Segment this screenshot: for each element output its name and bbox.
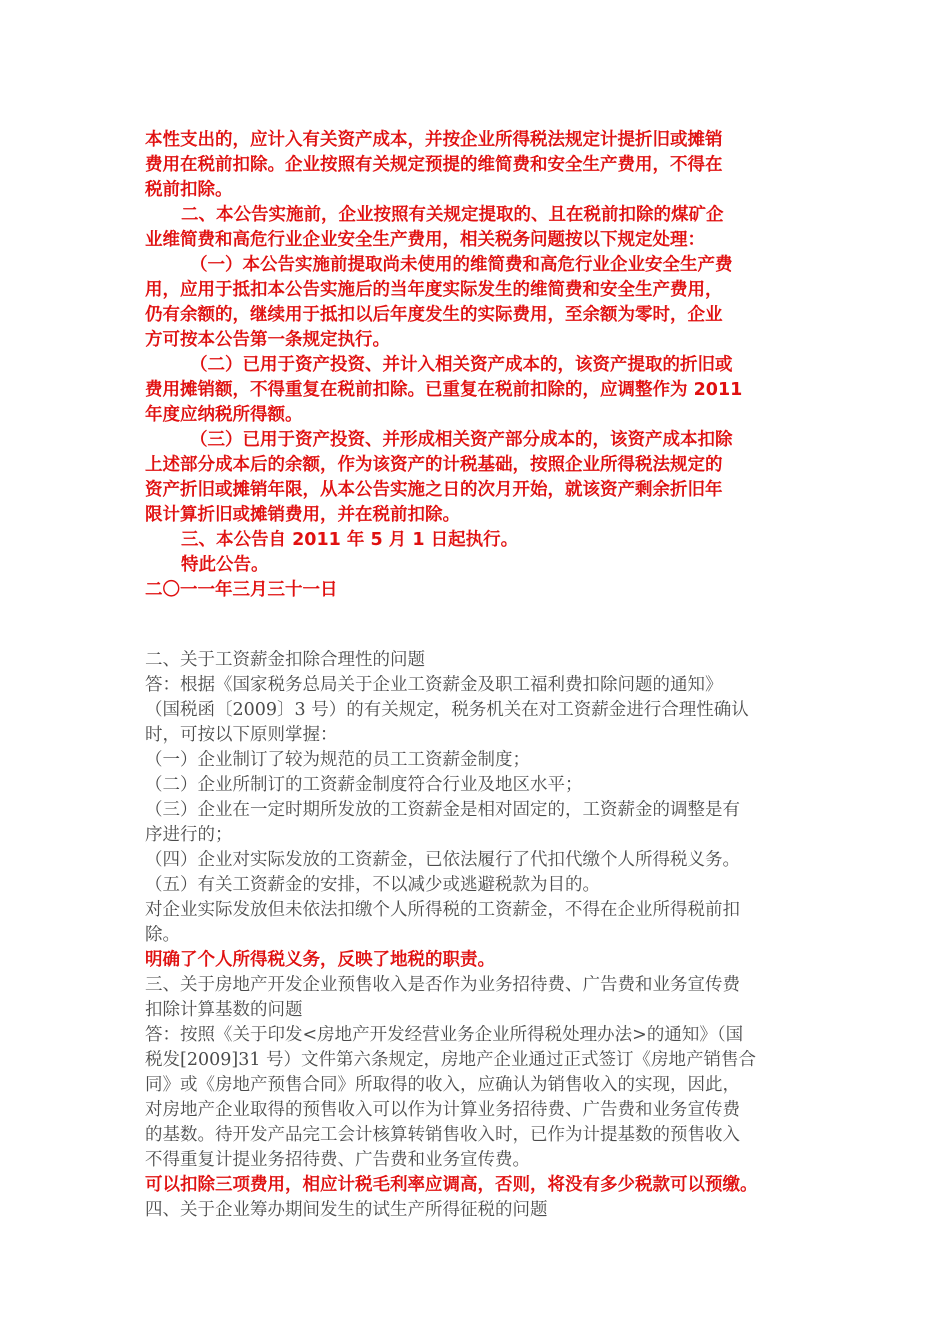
- text-line: 本性支出的，应计入有关资产成本，并按企业所得税法规定计提折旧或摊销: [145, 130, 723, 150]
- text-line: 三、本公告自 2011 年 5 月 1 日起执行。: [181, 530, 519, 550]
- text-line: （二）已用于资产投资、并计入相关资产成本的，该资产提取的折旧或: [190, 355, 733, 375]
- text-line: 仍有余额的，继续用于抵扣以后年度发生的实际费用，至余额为零时，企业: [145, 305, 723, 325]
- text-line: 同》或《房地产预售合同》所取得的收入，应确认为销售收入的实现，因此，: [145, 1075, 740, 1095]
- highlight-note: 可以扣除三项费用，相应计税毛利率应调高，否则，将没有多少税款可以预缴。: [145, 1175, 758, 1195]
- text-line: 用，应用于抵扣本公告实施后的当年度实际发生的维简费和安全生产费用，: [145, 280, 723, 300]
- text-line: 除。: [145, 925, 180, 945]
- text-line: 时，可按以下原则掌握：: [145, 725, 338, 745]
- text-line: 资产折旧或摊销年限，从本公告实施之日的次月开始，就该资产剩余折旧年: [145, 480, 723, 500]
- text-line: 的基数。待开发产品完工会计核算转销售收入时，已作为计提基数的预售收入: [145, 1125, 740, 1145]
- text-line: （一）本公告实施前提取尚未使用的维简费和高危行业企业安全生产费: [190, 255, 733, 275]
- date-line: 二〇一一年三月三十一日: [145, 580, 338, 600]
- text-line: 方可按本公告第一条规定执行。: [145, 330, 390, 350]
- text-line: 年度应纳税所得额。: [145, 405, 303, 425]
- text-line: 特此公告。: [181, 555, 269, 575]
- list-item: （五）有关工资薪金的安排，不以减少或逃避税款为目的。: [145, 875, 600, 895]
- text-line: 限计算折旧或摊销费用，并在税前扣除。: [145, 505, 460, 525]
- section-heading: 二、关于工资薪金扣除合理性的问题: [145, 650, 425, 670]
- text-line: 二、本公告实施前，企业按照有关规定提取的、且在税前扣除的煤矿企: [181, 205, 724, 225]
- text-line: 序进行的；: [145, 825, 233, 845]
- text-line: 费用在税前扣除。企业按照有关规定预提的维简费和安全生产费用，不得在: [145, 155, 723, 175]
- list-item: （二）企业所制订的工资薪金制度符合行业及地区水平；: [145, 775, 583, 795]
- list-item: （四）企业对实际发放的工资薪金，已依法履行了代扣代缴个人所得税义务。: [145, 850, 740, 870]
- text-line: 上述部分成本后的余额，作为该资产的计税基础，按照企业所得税法规定的: [145, 455, 723, 475]
- text-line: 业维简费和高危行业企业安全生产费用，相关税务问题按以下规定处理：: [145, 230, 705, 250]
- text-line: （国税函〔2009〕3 号）的有关规定，税务机关在对工资薪金进行合理性确认: [145, 700, 749, 720]
- text-line: 税发[2009]31 号）文件第六条规定，房地产企业通过正式签订《房地产销售合: [145, 1050, 757, 1070]
- highlight-note: 明确了个人所得税义务，反映了地税的职责。: [145, 950, 495, 970]
- section-heading: 三、关于房地产开发企业预售收入是否作为业务招待费、广告费和业务宣传费: [145, 975, 740, 995]
- text-line: 费用摊销额，不得重复在税前扣除。已重复在税前扣除的，应调整作为 2011: [145, 380, 743, 400]
- text-line: 对企业实际发放但未依法扣缴个人所得税的工资薪金，不得在企业所得税前扣: [145, 900, 740, 920]
- text-line: 税前扣除。: [145, 180, 233, 200]
- text-line: 对房地产企业取得的预售收入可以作为计算业务招待费、广告费和业务宣传费: [145, 1100, 740, 1120]
- text-line: 不得重复计提业务招待费、广告费和业务宣传费。: [145, 1150, 530, 1170]
- text-line: （三）已用于资产投资、并形成相关资产部分成本的，该资产成本扣除: [190, 430, 733, 450]
- text-line: 答：根据《国家税务总局关于企业工资薪金及职工福利费扣除问题的通知》: [145, 675, 723, 695]
- section-heading: 四、关于企业筹办期间发生的试生产所得征税的问题: [145, 1200, 548, 1220]
- text-line: 扣除计算基数的问题: [145, 1000, 303, 1020]
- list-item: （一）企业制订了较为规范的员工工资薪金制度；: [145, 750, 530, 770]
- list-item: （三）企业在一定时期所发放的工资薪金是相对固定的，工资薪金的调整是有: [145, 800, 740, 820]
- text-line: 答：按照《关于印发<房地产开发经营业务企业所得税处理办法>的通知》（国: [145, 1025, 744, 1045]
